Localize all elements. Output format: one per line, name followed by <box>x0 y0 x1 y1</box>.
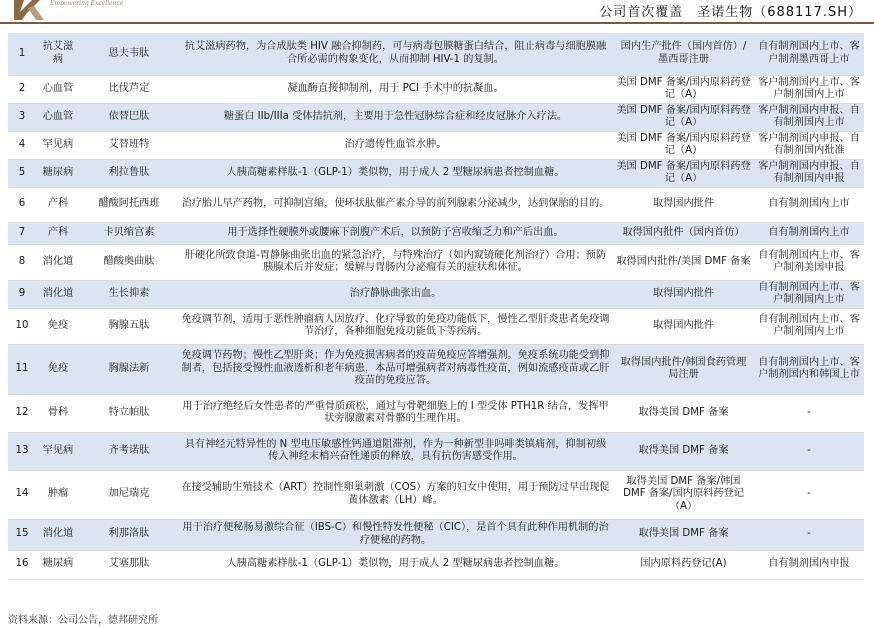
product-description: 用于选择性硬膜外或腰麻下剖腹产术后，以预防子宫收缩乏力和产后出血。 <box>178 222 613 244</box>
row-index: 4 <box>8 131 36 159</box>
product-description: 肝硬化所致食道-胃静脉曲张出血的紧急治疗，与特殊治疗（如内窥镜硬化剂治疗）合用；预防胰腺术后并发症；缓解与胃肠内分泌瘤有关的症状和体征。 <box>178 244 613 280</box>
formulation-status: 客户制剂国内申报、自有制剂国内上市 <box>754 103 864 131</box>
registration-status: 取得国内批件/美国 DMF 备案 <box>613 244 754 280</box>
table-row <box>8 131 864 159</box>
product-name: 胸腺法新 <box>80 344 178 394</box>
product-name: 卡贝缩宫素 <box>80 222 178 244</box>
row-index: 10 <box>8 308 36 344</box>
product-name: 胸腺五肽 <box>80 308 178 344</box>
product-description: 治疗遗传性血管水肿。 <box>178 131 613 159</box>
formulation-status: - <box>754 470 864 519</box>
table-row <box>8 470 864 519</box>
company-logo-icon <box>10 0 46 20</box>
formulation-status: 自有制剂国内上市 <box>754 222 864 244</box>
registration-status: 国内生产批件（国内首仿）/墨西哥注册 <box>613 33 754 75</box>
table-row <box>8 519 864 550</box>
row-index: 16 <box>8 550 36 579</box>
product-description: 治疗胎儿早产药物，可抑制宫缩，使环状肽催产素介导的前列腺素分泌减少，达到保胎的目的。 <box>178 187 613 222</box>
logo-tagline: Empowering Excellence <box>50 0 124 7</box>
product-name: 加尼瑞克 <box>80 470 178 519</box>
product-description: 凝血酶直接抑制剂，用于 PCI 手术中的抗凝血。 <box>178 75 613 103</box>
product-description: 人胰高糖素样肽-1（GLP-1）类似物，用于成人 2 型糖尿病患者控制血糖。 <box>178 550 613 579</box>
therapeutic-field: 糖尿病 <box>36 159 80 187</box>
row-index: 3 <box>8 103 36 131</box>
row-index: 8 <box>8 244 36 280</box>
table-row <box>8 280 864 308</box>
table-row <box>8 308 864 344</box>
registration-status: 美国 DMF 备案/国内原料药登记（A） <box>613 131 754 159</box>
row-index: 6 <box>8 187 36 222</box>
product-name: 醋酸阿托西班 <box>80 187 178 222</box>
therapeutic-field: 产科 <box>36 222 80 244</box>
registration-status: 国内原料药登记(A) <box>613 550 754 579</box>
product-name: 利那洛肽 <box>80 519 178 550</box>
therapeutic-field: 糖尿病 <box>36 550 80 579</box>
table-row <box>8 222 864 244</box>
product-description: 用于治疗便秘肠易激综合征（IBS-C）和慢性特发性便秘（CIC），是首个具有此种作用机制的治疗便秘的药物。 <box>178 519 613 550</box>
row-index: 11 <box>8 344 36 394</box>
formulation-status: - <box>754 432 864 470</box>
therapeutic-field: 免疫 <box>36 344 80 394</box>
row-index: 2 <box>8 75 36 103</box>
table-row <box>8 159 864 187</box>
registration-status: 取得国内批件 <box>613 280 754 308</box>
registration-status: 取得国内批件 <box>613 308 754 344</box>
therapeutic-field: 心血管 <box>36 75 80 103</box>
table-row <box>8 244 864 280</box>
table-row <box>8 550 864 579</box>
row-index: 15 <box>8 519 36 550</box>
row-index: 9 <box>8 280 36 308</box>
table-row <box>8 75 864 103</box>
formulation-status: 自有制剂国内上市、客户制剂美国申报 <box>754 244 864 280</box>
product-description: 抗艾滋病药物，为合成肽类 HIV 融合抑制药，可与病毒包膜糖蛋白结合，阻止病毒与细胞膜融合所必需的构象变化，从而抑制 HIV-1 的复制。 <box>178 33 613 75</box>
formulation-status: 自有制剂国内上市、客户制剂国内上市 <box>754 308 864 344</box>
registration-status: 取得国内批件 <box>613 187 754 222</box>
product-name: 比伐芦定 <box>80 75 178 103</box>
product-table <box>8 33 864 580</box>
product-description: 人胰高糖素样肽-1（GLP-1）类似物，用于成人 2 型糖尿病患者控制血糖。 <box>178 159 613 187</box>
product-name: 艾塞那肽 <box>80 550 178 579</box>
registration-status: 美国 DMF 备案/国内原料药登记（A） <box>613 159 754 187</box>
registration-status: 取得国内批件/韩国食药管理局注册 <box>613 344 754 394</box>
registration-status: 取得美国 DMF 备案 <box>613 432 754 470</box>
formulation-status: 自有制剂国内上市、客户制剂墨西哥上市 <box>754 33 864 75</box>
therapeutic-field: 消化道 <box>36 244 80 280</box>
therapeutic-field: 免疫 <box>36 308 80 344</box>
registration-status: 取得美国 DMF 备案/韩国 DMF 备案/国内原料药登记（A） <box>613 470 754 519</box>
formulation-status: 自有制剂国内上市 <box>754 187 864 222</box>
report-title: 公司首次覆盖 圣诺生物（688117.SH） <box>599 5 862 20</box>
table-row <box>8 33 864 75</box>
product-name: 艾替班特 <box>80 131 178 159</box>
formulation-status: 自有制剂国内申报 <box>754 550 864 579</box>
row-index: 13 <box>8 432 36 470</box>
row-index: 5 <box>8 159 36 187</box>
product-name: 醋酸奥曲肽 <box>80 244 178 280</box>
product-name: 恩夫韦肽 <box>80 33 178 75</box>
therapeutic-field: 产科 <box>36 187 80 222</box>
product-name: 特立帕肽 <box>80 394 178 432</box>
product-description: 在接受辅助生殖技术（ART）控制性卵巢刺激（COS）方案的妇女中使用，用于预防过早出现促黄体激素（LH）峰。 <box>178 470 613 519</box>
therapeutic-field: 罕见病 <box>36 432 80 470</box>
formulation-status: 客户制剂国内申报、自有制剂国内批准 <box>754 131 864 159</box>
therapeutic-field: 肿瘤 <box>36 470 80 519</box>
row-index: 12 <box>8 394 36 432</box>
formulation-status: 客户制剂国内上市、客户制剂国内上市 <box>754 75 864 103</box>
product-name: 齐考诺肽 <box>80 432 178 470</box>
row-index: 7 <box>8 222 36 244</box>
formulation-status: 客户制剂国内申报、自有制剂国内申报 <box>754 159 864 187</box>
therapeutic-field: 罕见病 <box>36 131 80 159</box>
product-table-body <box>8 33 864 579</box>
therapeutic-field: 心血管 <box>36 103 80 131</box>
formulation-status: - <box>754 519 864 550</box>
registration-status: 美国 DMF 备案/国内原料药登记（A） <box>613 103 754 131</box>
table-row <box>8 394 864 432</box>
therapeutic-field: 消化道 <box>36 280 80 308</box>
registration-status: 取得美国 DMF 备案 <box>613 394 754 432</box>
product-description: 免疫调节药物；慢性乙型肝炎；作为免疫损害病者的疫苗免疫应答增强剂。免疫系统功能受到抑制者，包括接受慢性血液透析和老年病患，本品可增强病者对病毒性疫苗，例如流感疫苗或乙肝疫苗的免疫应答。 <box>178 344 613 394</box>
formulation-status: 自有制剂国内上市、客户制剂国内上市 <box>754 280 864 308</box>
product-name: 依替巴肽 <box>80 103 178 131</box>
table-row <box>8 187 864 222</box>
product-name: 生长抑素 <box>80 280 178 308</box>
row-index: 14 <box>8 470 36 519</box>
table-row <box>8 103 864 131</box>
registration-status: 取得美国 DMF 备案 <box>613 519 754 550</box>
registration-status: 美国 DMF 备案/国内原料药登记（A） <box>613 75 754 103</box>
source-note: 资料来源：公司公告，德邦研究所 <box>8 615 158 626</box>
product-description: 具有神经元特异性的 N 型电压敏感性钙通道阻滞剂，作为一种新型非吗啡类镇痛剂，抑制初级传入神经末梢兴奋性递质的释放，具有抗伤害感受作用。 <box>178 432 613 470</box>
row-index: 1 <box>8 33 36 75</box>
formulation-status: 自有制剂国内上市、客户制剂国内和韩国上市 <box>754 344 864 394</box>
therapeutic-field: 抗艾滋病 <box>36 33 80 75</box>
therapeutic-field: 消化道 <box>36 519 80 550</box>
registration-status: 取得国内批件（国内首仿） <box>613 222 754 244</box>
product-description: 糖蛋白 IIb/IIIa 受体拮抗剂，主要用于急性冠脉综合症和经皮冠脉介入疗法。 <box>178 103 613 131</box>
product-name: 利拉鲁肽 <box>80 159 178 187</box>
table-row <box>8 432 864 470</box>
table-row <box>8 344 864 394</box>
product-description: 用于治疗绝经后女性患者的严重骨质疏松，通过与骨靶细胞上的 I 型受体 PTH1R 结合，发挥甲状旁腺激素对骨骼的生理作用。 <box>178 394 613 432</box>
report-header <box>0 0 874 24</box>
product-description: 治疗静脉曲张出血。 <box>178 280 613 308</box>
product-description: 免疫调节剂，适用于恶性肿瘤病人因放疗、化疗导致的免疫功能低下，慢性乙型肝炎患者免疫调节治疗，各种细胞免疫功能低下等疾病。 <box>178 308 613 344</box>
formulation-status: - <box>754 394 864 432</box>
therapeutic-field: 骨科 <box>36 394 80 432</box>
